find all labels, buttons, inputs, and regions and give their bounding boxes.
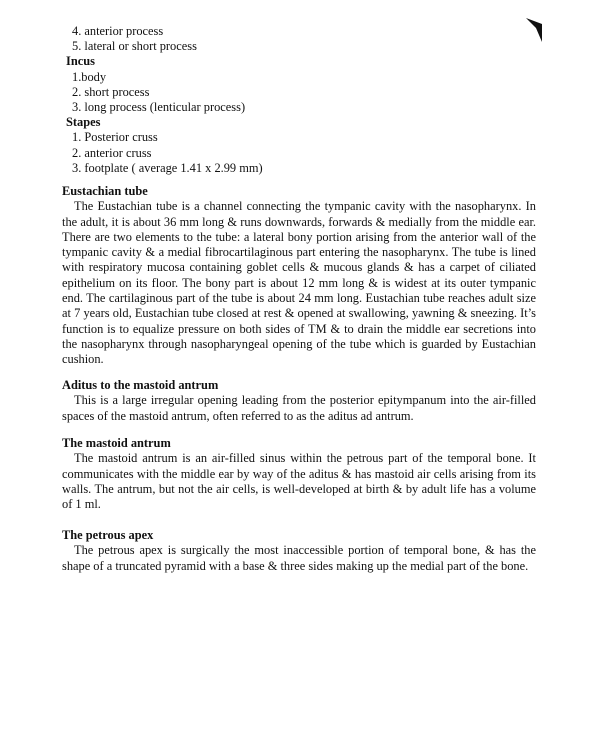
incus-item-3: 3. long process (lenticular process) xyxy=(72,100,246,115)
malleus-item-4: 4. anterior process xyxy=(72,24,164,38)
section-eustachian-tube xyxy=(62,184,536,368)
section-title: The mastoid antrum xyxy=(62,436,171,450)
stapes-item-1: 1. Posterior cruss xyxy=(72,130,158,145)
incus-item-2: 2. short process xyxy=(72,84,150,99)
section-body: The petrous apex is surgically the most inaccessible portion of temporal bone, & has the shape of a truncated pyramid with a base & three sides making up the medial part of the bone. xyxy=(62,543,536,573)
stapes-item-3: 3. footplate ( average 1.41 x 2.99 mm) xyxy=(72,160,263,175)
stapes-heading: Stapes xyxy=(66,115,101,130)
ossicle-lists xyxy=(66,24,263,176)
malleus-item-5: 5. lateral or short process xyxy=(72,39,197,54)
section-body: The mastoid antrum is an air-filled sinus within the petrous part of the temporal bone. It communicates with the middle ear by way of the aditus & has mastoid air cells arising from its walls. The antrum, but not the air cells, is well-developed at birth & by adult life has a volume of 1 ml. xyxy=(62,451,536,512)
section-title: Aditus to the mastoid antrum xyxy=(62,378,219,392)
section-body: This is a large irregular opening leading from the posterior epitympanum into the air-filled spaces of the mastoid antrum, often referred to as the aditus ad antrum. xyxy=(62,393,536,423)
stapes-item-2: 2. anterior cruss xyxy=(72,145,152,160)
incus-item-1: 1.body xyxy=(72,69,107,84)
section-petrous-apex xyxy=(62,528,536,574)
section-body: The Eustachian tube is a channel connecting the tympanic cavity with the nasopharynx. In the adult, it is about 36 mm long & runs downwards, forwards & medially from the middle ear. There are two elements to the tube: a lateral bony portion arising from the anterior wall of the tympanic cavity & a medial fibrocartilaginous part entering the nasopharynx. The tube is lined with respiratory mucosa containing goblet cells & mucous glands & has a carpet of ciliated epithelium on its floor. The bony part is about 12 mm long & is widest at its outer tympanic end. The cartilaginous part of the tube is about 24 mm long. Eustachian tube reaches adult size at 7 years old, Eustachian tube closed at rest & opened at swallowing, yawning & sneezing. It’s function is to equalize pressure on both sides of TM & to drain the middle ear secretions into the nasopharynx through nasopharyngeal opening of the tube which is guarded by Eustachian cushion. xyxy=(62,199,536,367)
page-corner-mark xyxy=(526,18,542,42)
section-title: Eustachian tube xyxy=(62,184,148,198)
incus-heading: Incus xyxy=(66,54,95,69)
section-title: The petrous apex xyxy=(62,528,154,542)
section-mastoid-antrum xyxy=(62,436,536,512)
section-aditus xyxy=(62,378,536,424)
